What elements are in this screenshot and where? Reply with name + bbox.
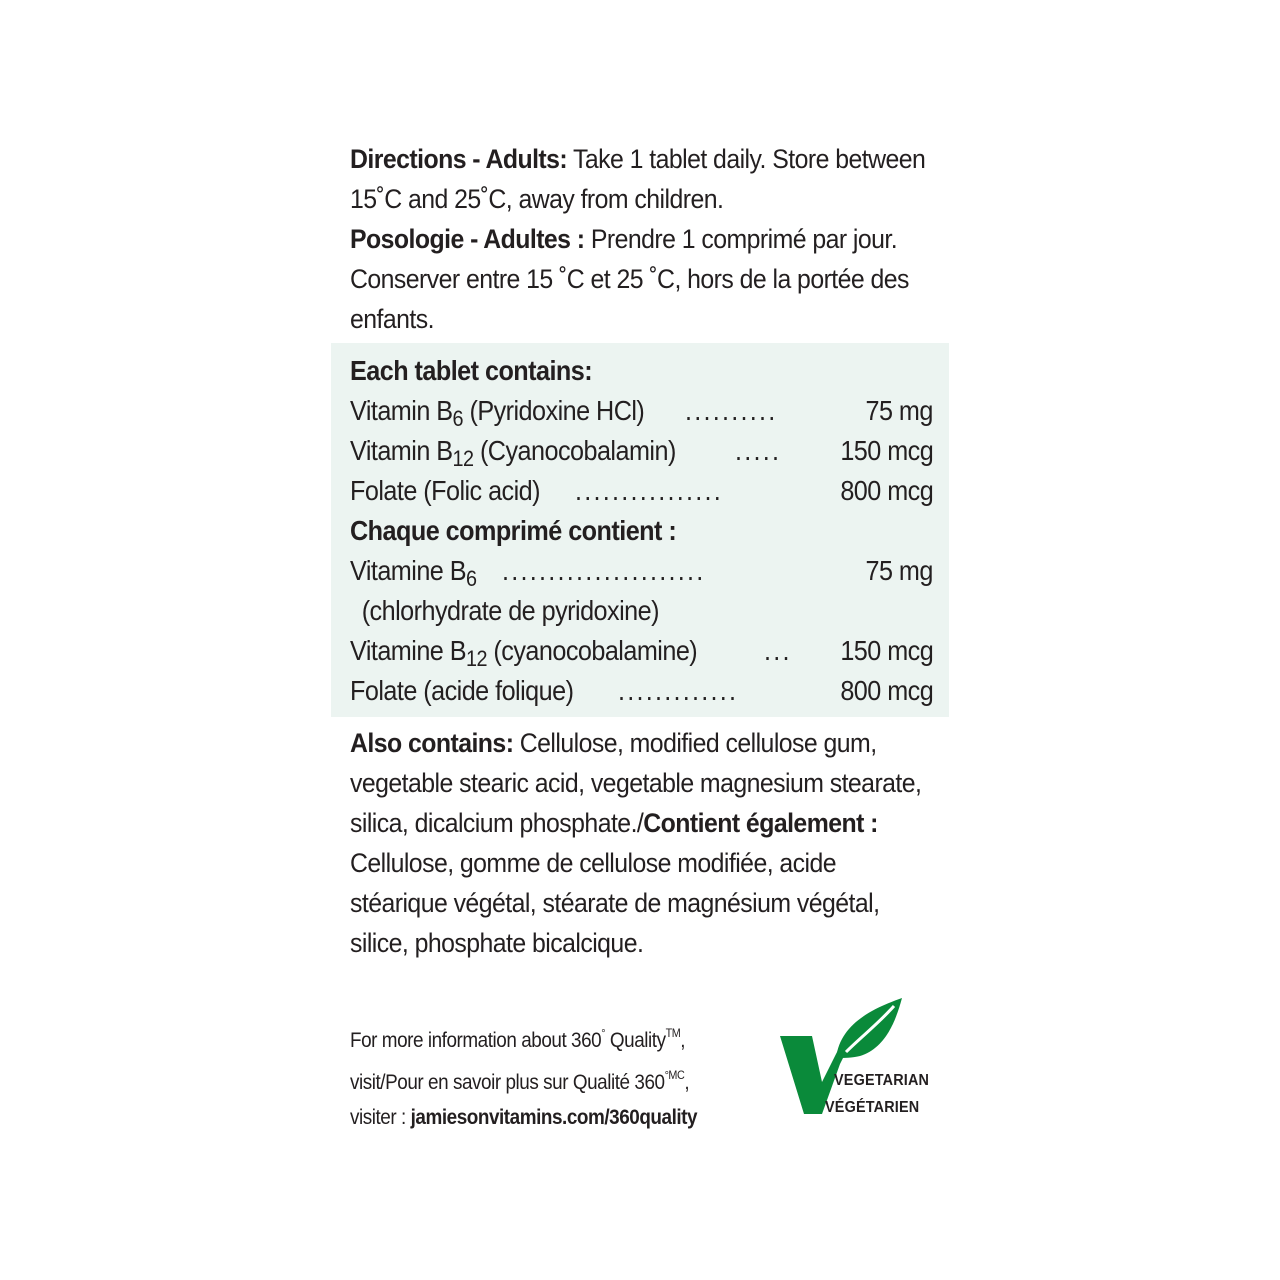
ingredient-row — [350, 551, 933, 591]
ingredient-name: Vitamin B — [350, 395, 453, 426]
also-contains-paragraph — [350, 723, 939, 963]
more-info-line1-end: , — [680, 1029, 686, 1052]
badge-line-fr: VÉGÉTARIEN — [825, 1099, 920, 1116]
ingredient-amount: 150 mcg — [840, 435, 933, 466]
ingredient-subscript: 6 — [452, 406, 464, 431]
also-fr-text: Cellulose, gomme de cellulose modifiée, acide stéarique végétal, stéarate de magnésium végétal, silice, phosphate bicalcique. — [350, 848, 880, 958]
directions-fr-text: Prendre 1 comprimé par jour. Conserver entre 15 ˚C et 25 ˚C, hors de la portée des enfants. — [350, 224, 909, 334]
ingredient-name: Folate (acide folique) — [350, 675, 574, 706]
ingredient-row — [350, 591, 933, 631]
more-info-line3: visiter : — [350, 1106, 411, 1129]
ingredient-name-suffix: (Cyanocobalamin) — [473, 435, 676, 466]
ingredient-name: Vitamin B — [350, 435, 453, 466]
more-info-line2-end: , — [684, 1071, 690, 1094]
ingredient-amount: 75 mg — [865, 395, 933, 426]
ingredient-subscript: 6 — [466, 566, 477, 591]
mc-mark: °MC — [664, 1068, 685, 1082]
ingredient-row — [350, 391, 933, 431]
ingredient-subscript: 12 — [452, 446, 474, 471]
ingredient-row — [350, 671, 933, 711]
also-fr-label: Contient également : — [643, 808, 878, 838]
ingredient-name: Vitamine B — [350, 635, 467, 666]
quality-url-link[interactable]: jamiesonvitamins.com/360quality — [410, 1106, 698, 1129]
also-en-label: Also contains: — [350, 728, 514, 758]
ingredient-amount: 800 mcg — [840, 675, 933, 706]
ingredients-panel — [331, 343, 949, 717]
leader-dots: ... — [764, 635, 792, 666]
directions-fr-label: Posologie - Adultes : — [350, 224, 585, 254]
leader-dots: ...................... — [502, 555, 706, 586]
also-en-text: Cellulose, modified cellulose gum, vegetable stearic acid, vegetable magnesium stearate, silica, dicalcium phosphate./ — [350, 728, 922, 838]
contents-en-heading: Each tablet contains: — [350, 355, 593, 386]
more-info-line1-quality: Quality — [605, 1029, 666, 1052]
contents-fr-heading: Chaque comprimé contient : — [350, 515, 677, 546]
ingredient-amount: 800 mcg — [840, 475, 933, 506]
more-info-text — [350, 1016, 773, 1135]
badge-line-en: VEGETARIAN — [834, 1072, 930, 1089]
directions-section — [350, 139, 940, 339]
leader-dots: ................ — [575, 475, 724, 506]
ingredient-name: Folate (Folic acid) — [350, 475, 541, 506]
leader-dots: ..... — [735, 435, 782, 466]
directions-en-label: Directions - Adults: — [350, 144, 568, 174]
more-info-line2: visit/Pour en savoir plus sur Qualité 360 — [350, 1071, 665, 1094]
degree-mark: ° — [601, 1026, 606, 1040]
ingredient-row — [350, 431, 933, 471]
ingredient-amount: 75 mg — [865, 555, 933, 586]
ingredient-row — [350, 631, 933, 671]
leader-dots: ............. — [618, 675, 739, 706]
leader-dots: .......... — [685, 395, 778, 426]
directions-paragraph — [350, 139, 939, 339]
ingredient-name-suffix: (cyanocobalamine) — [486, 635, 698, 666]
ingredient-name: Vitamine B — [350, 555, 467, 586]
more-info-line1: For more information about 360 — [350, 1029, 602, 1052]
ingredient-subscript: 12 — [466, 646, 487, 671]
ingredient-name-suffix: (Pyridoxine HCl) — [463, 395, 645, 426]
trademark-mark: TM — [665, 1026, 681, 1040]
directions-en-text: Take 1 tablet daily. Store between 15˚C and 25˚C, away from children. — [350, 144, 926, 214]
ingredient-amount: 150 mcg — [840, 635, 933, 666]
vegetarian-badge-text — [825, 1067, 930, 1121]
ingredient-name: (chlorhydrate de pyridoxine) — [361, 595, 659, 626]
ingredient-row — [350, 471, 933, 511]
